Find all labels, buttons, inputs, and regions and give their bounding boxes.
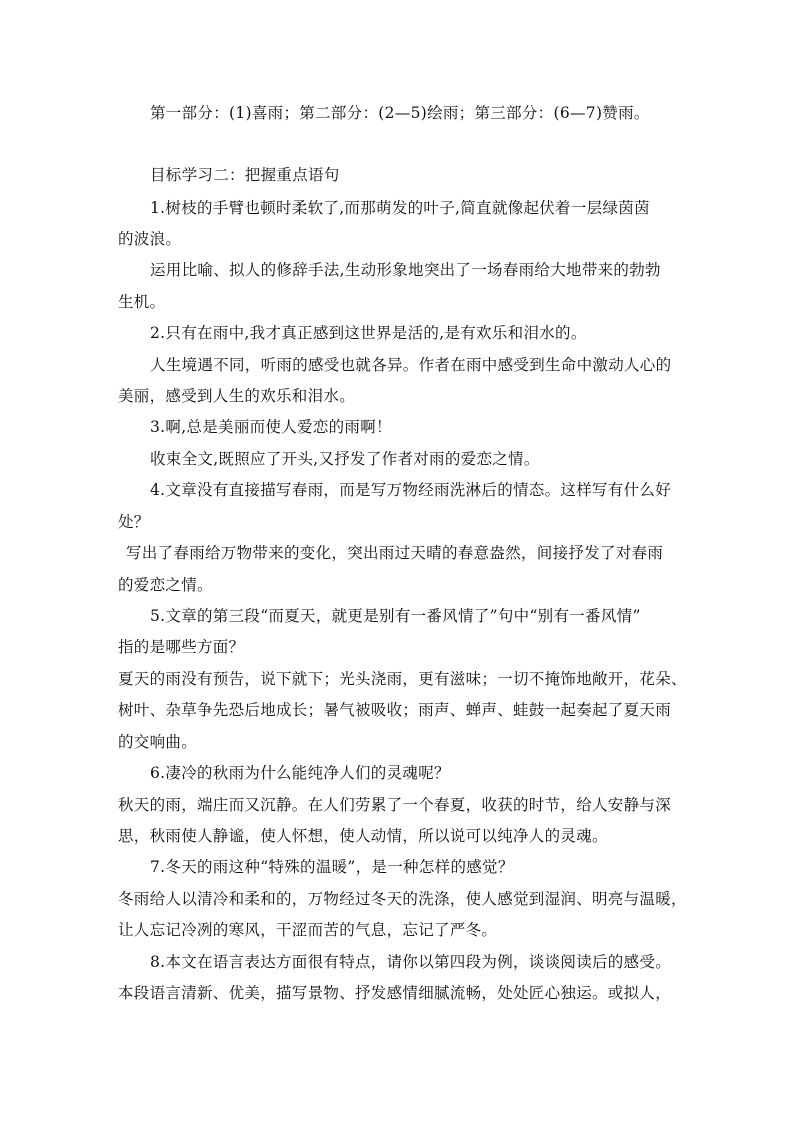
answer-7-line-2: 让人忘记冷冽的寒风，干涩而苦的气息，忘记了严冬。	[118, 921, 498, 939]
answer-5-line-1: 夏天的雨没有预告，说下就下；光头浇雨，更有滋味；一切不掩饰地敞开，花朵、	[118, 670, 687, 688]
question-1-line-1: 1.树枝的手臂也顿时柔软了,而那萌发的叶子,简直就像起伏着一层绿茵茵	[150, 199, 650, 217]
question-5-line-1: 5.文章的第三段“而夏天，就更是别有一番风情了”句中“别有一番风情”	[150, 607, 641, 625]
answer-8-line-1: 本段语言清新、优美，描写景物、抒发感情细腻流畅，处处匠心独运。或拟人，	[118, 984, 672, 1002]
answer-6-line-1: 秋天的雨，端庄而又沉静。在人们劳累了一个春夏，收获的时节，给人安静与深	[118, 796, 672, 814]
answer-1-line-2: 生机。	[118, 293, 166, 311]
answer-5-line-2: 树叶、杂草争先恐后地成长；暑气被吸收；雨声、蝉声、蛙鼓一起奏起了夏天雨	[118, 701, 672, 719]
answer-5-line-3: 的交响曲。	[118, 733, 198, 751]
answer-4-line-1: 写出了春雨给万物带来的变化，突出雨过天晴的春意盎然，间接抒发了对春雨	[126, 544, 664, 562]
answer-7-line-1: 冬雨给人以清冷和柔和的，万物经过冬天的洗涤，使人感觉到湿润、明亮与温暖，	[118, 890, 687, 908]
question-3-line-1: 3.啊,总是美丽而使人爱恋的雨啊！	[150, 418, 392, 436]
answer-6-line-2: 思，秋雨使人静谧，使人怀想，使人动情，所以说可以纯净人的灵魂。	[118, 827, 608, 845]
question-6-line-1: 6.凄冷的秋雨为什么能纯净人们的灵魂呢？	[150, 764, 450, 782]
question-1-line-2: 的波浪。	[118, 230, 182, 248]
question-8-line-1: 8.本文在语言表达方面很有特点，请你以第四段为例，谈谈阅读后的感受。	[150, 953, 671, 971]
answer-2-line-2: 美丽，感受到人生的欢乐和泪水。	[118, 387, 356, 405]
answer-1-line-1: 运用比喻、拟人的修辞手法,生动形象地突出了一场春雨给大地带来的勃勃	[150, 261, 661, 279]
question-7-line-1: 7.冬天的雨这种“特殊的温暖”，是一种怎样的感觉？	[150, 858, 514, 876]
section-heading: 目标学习二：把握重点语句	[150, 166, 340, 184]
question-4-line-1: 4.文章没有直接描写春雨，而是写万物经雨洗淋后的情态。这样写有什么好	[150, 481, 671, 499]
question-5-line-2: 指的是哪些方面？	[118, 638, 245, 656]
answer-3-line-1: 收束全文,既照应了开头,又抒发了作者对雨的爱恋之情。	[150, 450, 540, 468]
structure-summary: 第一部分：(1)喜雨；第二部分：(2—5)绘雨；第三部分：(6—7)赞雨。	[150, 104, 650, 122]
question-4-line-2: 处？	[118, 513, 150, 531]
question-2-line-1: 2.只有在雨中,我才真正感到这世界是活的,是有欢乐和泪水的。	[150, 324, 587, 342]
answer-2-line-1: 人生境遇不同，听雨的感受也就各异。作者在雨中感受到生命中激动人心的	[150, 356, 672, 374]
answer-4-line-2: 的爱恋之情。	[118, 576, 213, 594]
